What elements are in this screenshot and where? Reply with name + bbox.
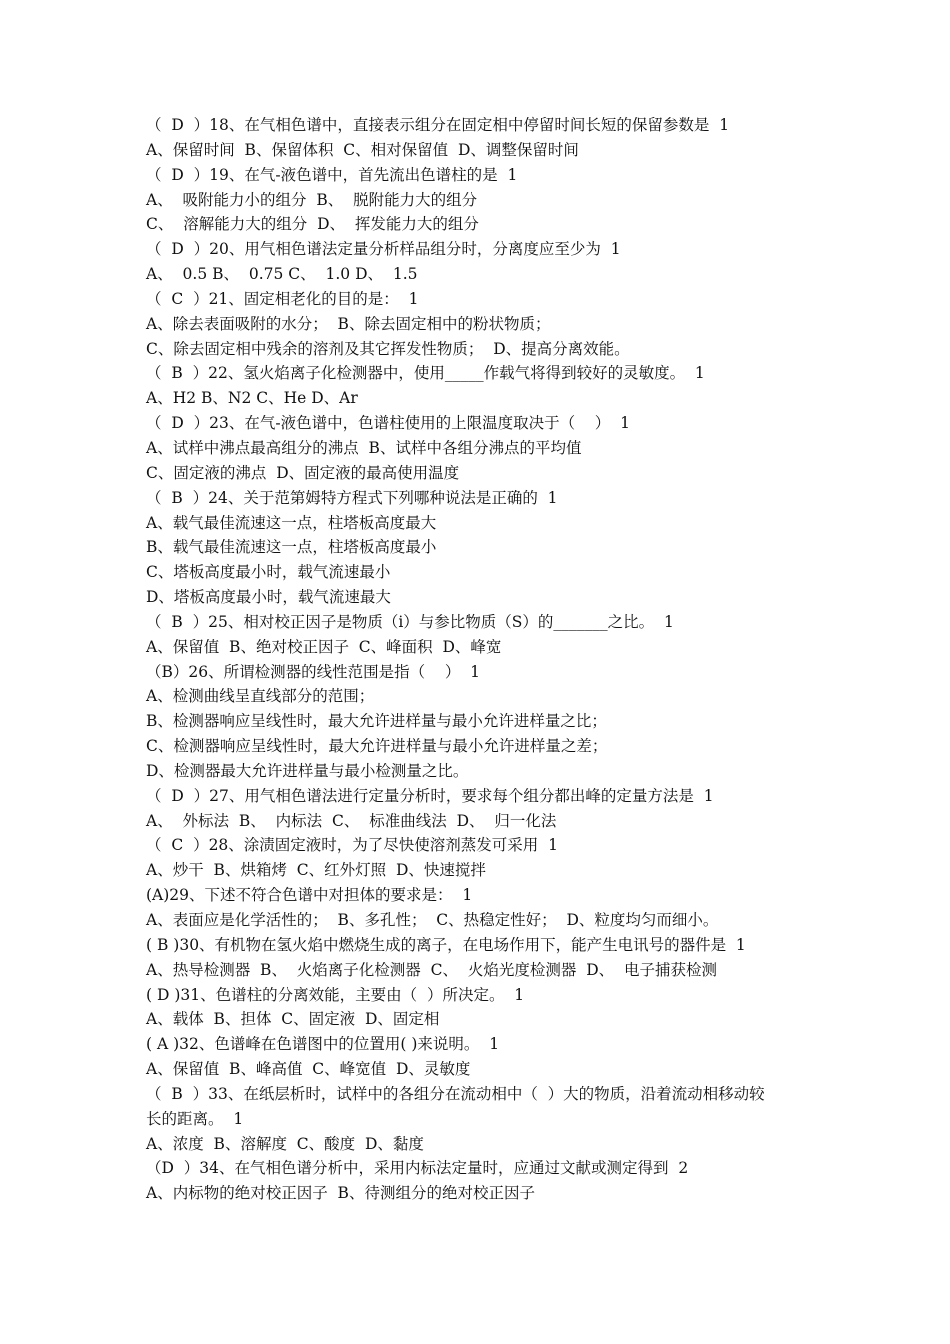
text-line: A、 0.5 B、 0.75 C、 1.0 D、 1.5 (146, 265, 418, 284)
text-line: ( B )30、有机物在氢火焰中燃烧生成的离子，在电场作用下，能产生电讯号的器件是 1 (146, 935, 746, 954)
text-line: （ B ）25、相对校正因子是物质（i）与参比物质（S）的_______之比。 1 (146, 612, 674, 631)
text-line: A、 吸附能力小的组分 B、 脱附能力大的组分 (146, 190, 478, 209)
text-line: C、塔板高度最小时，载气流速最小 (146, 563, 391, 582)
text-line: C、固定液的沸点 D、固定液的最高使用温度 (146, 463, 460, 482)
text-line: （ C ）28、涂渍固定液时，为了尽快使溶剂蒸发可采用 1 (146, 836, 559, 855)
text-line: （B）26、所谓检测器的线性范围是指（ ） 1 (146, 662, 481, 681)
text-line: （D ）34、在气相色谱分析中，采用内标法定量时，应通过文献或测定得到 2 (146, 1159, 689, 1178)
text-line: A、H2 B、N2 C、He D、Ar (146, 389, 358, 408)
text-line: C、 溶解能力大的组分 D、 挥发能力大的组分 (146, 215, 479, 234)
text-line: （ C ）21、固定相老化的目的是： 1 (146, 289, 419, 308)
text-line: ( A )32、色谱峰在色谱图中的位置用( )来说明。 1 (146, 1035, 500, 1054)
text-line: A、试样中沸点最高组分的沸点 B、试样中各组分沸点的平均值 (146, 438, 582, 457)
text-line: （ D ）18、在气相色谱中，直接表示组分在固定相中停留时间长短的保留参数是 1 (146, 116, 730, 134)
text-line: A、保留值 B、绝对校正因子 C、峰面积 D、峰宽 (146, 637, 502, 656)
text-line: C、检测器响应呈线性时，最大允许进样量与最小允许进样量之差； (146, 737, 608, 756)
text-line: A、表面应是化学活性的； B、多孔性； C、热稳定性好； D、粒度均匀而细小。 (146, 911, 719, 929)
text-line: A、保留值 B、峰高值 C、峰宽值 D、灵敏度 (146, 1060, 471, 1079)
text-line: A、炒干 B、烘箱烤 C、红外灯照 D、快速搅拌 (146, 861, 486, 880)
text-line: ( D )31、色谱柱的分离效能，主要由（ ）所决定。 1 (146, 985, 525, 1004)
text-line: A、载体 B、担体 C、固定液 D、固定相 (146, 1010, 440, 1029)
text-line: （ D ）19、在气-液色谱中，首先流出色谱柱的是 1 (146, 165, 518, 184)
text-line: B、载气最佳流速这一点，柱塔板高度最小 (146, 538, 437, 557)
text-line: A、浓度 B、溶解度 C、酸度 D、黏度 (146, 1134, 424, 1153)
text-line: B、检测器响应呈线性时，最大允许进样量与最小允许进样量之比； (146, 712, 607, 731)
text-line: (A)29、下述不符合色谱中对担体的要求是： 1 (146, 886, 473, 905)
text-line: （ D ）23、在气-液色谱中，色谱柱使用的上限温度取决于（ ） 1 (146, 414, 631, 433)
text-line: A、 外标法 B、 内标法 C、 标准曲线法 D、 归一化法 (146, 811, 557, 830)
text-line: A、热导检测器 B、 火焰离子化检测器 C、 火焰光度检测器 D、 电子捕获检测 (146, 960, 717, 979)
text-line: （ B ）22、氢火焰离子化检测器中，使用_____作载气将得到较好的灵敏度。 1 (146, 364, 705, 383)
text-line: （ B ）33、在纸层析时，试样中的各组分在流动相中（ ）大的物质，沿着流动相移动较 (146, 1084, 765, 1103)
text-line: A、内标物的绝对校正因子 B、待测组分的绝对校正因子 (146, 1184, 535, 1203)
text-line: （ B ）24、关于范第姆特方程式下列哪种说法是正确的 1 (146, 488, 558, 507)
text-line: C、除去固定相中残余的溶剂及其它挥发性物质； D、提高分离效能。 (146, 339, 630, 358)
text-line: A、检测曲线呈直线部分的范围； (146, 687, 375, 706)
text-line: A、除去表面吸附的水分； B、除去固定相中的粉状物质； (146, 314, 551, 333)
text-line: A、载气最佳流速这一点，柱塔板高度最大 (146, 513, 437, 532)
text-line: D、检测器最大允许进样量与最小检测量之比。 (146, 761, 469, 780)
document-page (146, 113, 826, 1206)
text-line: （ D ）27、用气相色谱法进行定量分析时，要求每个组分都出峰的定量方法是 1 (146, 786, 714, 805)
text-line: （ D ）20、用气相色谱法定量分析样品组分时，分离度应至少为 1 (146, 240, 621, 259)
text-line: 长的距离。 1 (146, 1109, 244, 1128)
text-line: D、塔板高度最小时，载气流速最大 (146, 588, 391, 607)
text-line: A、保留时间 B、保留体积 C、相对保留值 D、调整保留时间 (146, 140, 579, 159)
